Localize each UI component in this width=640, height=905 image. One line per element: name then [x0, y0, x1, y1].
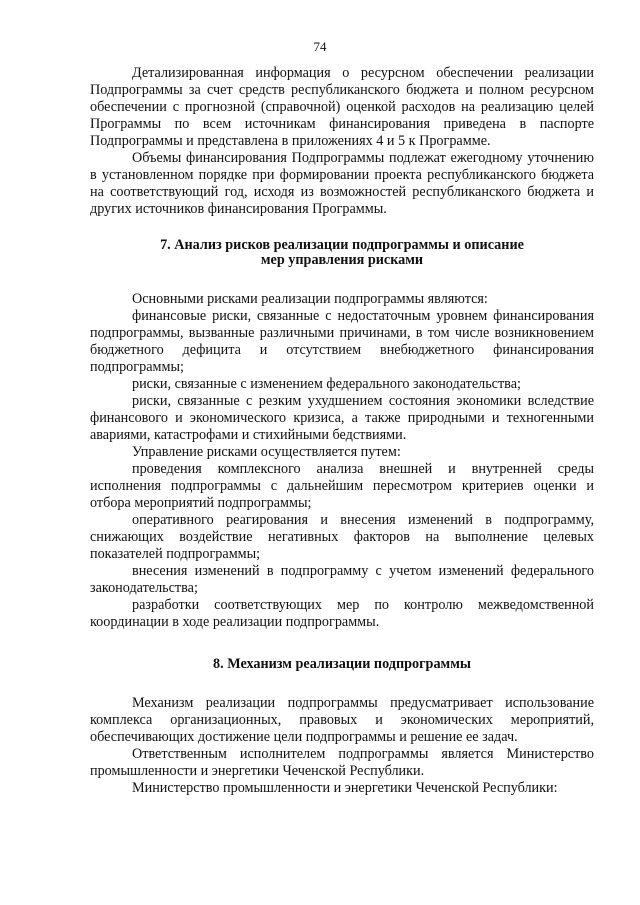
paragraph: Механизм реализации подпрограммы предусматривает использование комплекса организационных, правовых и экономических мероприятий, обеспечивающих достижение цели подпрограммы и решение ее задач.: [90, 695, 594, 745]
paragraph: внесения изменений в подпрограмму с учетом изменений федерального законодательства;: [90, 563, 594, 596]
page-number: 74: [313, 39, 327, 54]
paragraph: финансовые риски, связанные с недостаточным уровнем финансирования подпрограммы, вызванные различными причинами, в том числе возникновением бюджетного дефицита и отсутствием внебюджетного финансирования подпрограммы;: [90, 308, 594, 375]
paragraph: Министерство промышленности и энергетики Чеченской Республики:: [132, 780, 558, 796]
section-7-heading: [90, 238, 594, 268]
paragraph: Основными рисками реализации подпрограммы являются:: [132, 291, 488, 307]
paragraph: Ответственным исполнителем подпрограммы является Министерство промышленности и энергетики Чеченской Республики.: [90, 746, 594, 779]
paragraph: оперативного реагирования и внесения изменений в подпрограмму, снижающих воздействие негативных факторов на выполнение целевых показателей подпрограммы;: [90, 512, 594, 562]
paragraph: риски, связанные с изменением федерального законодательства;: [132, 376, 521, 392]
paragraph: проведения комплексного анализа внешней и внутренней среды исполнения подпрограммы с дальнейшим пересмотром критериев оценки и отбора мероприятий подпрограммы;: [90, 461, 594, 511]
paragraph: Объемы финансирования Подпрограммы подлежат ежегодному уточнению в установленном порядке при формировании проекта республиканского бюджета на соответствующий год, исходя из возможностей республиканского бюджета и других источников финансирования Программы.: [90, 150, 594, 217]
section-7-heading-line-1: 7. Анализ рисков реализации подпрограммы и описание: [160, 237, 524, 253]
paragraph: Детализированная информация о ресурсном обеспечении реализации Подпрограммы за счет средств республиканского бюджета и полном ресурсном обеспечении с прогнозной (справочной) оценкой расходов на реализацию целей Программы по всем источникам финансирования приведена в паспорте Подпрограммы и представлена в приложениях 4 и 5 к Программе.: [90, 65, 594, 149]
section-7-heading-line-2: мер управления рисками: [260, 252, 424, 268]
section-8-heading: 8. Механизм реализации подпрограммы: [213, 656, 471, 672]
paragraph: Управление рисками осуществляется путем:: [132, 444, 401, 460]
paragraph: разработки соответствующих мер по контролю межведомственной координации в ходе реализации подпрограммы.: [90, 597, 594, 630]
paragraph: риски, связанные с резким ухудшением состояния экономики вследствие финансового и экономического кризиса, а также природными и техногенными авариями, катастрофами и стихийными бедствиями.: [90, 393, 594, 443]
